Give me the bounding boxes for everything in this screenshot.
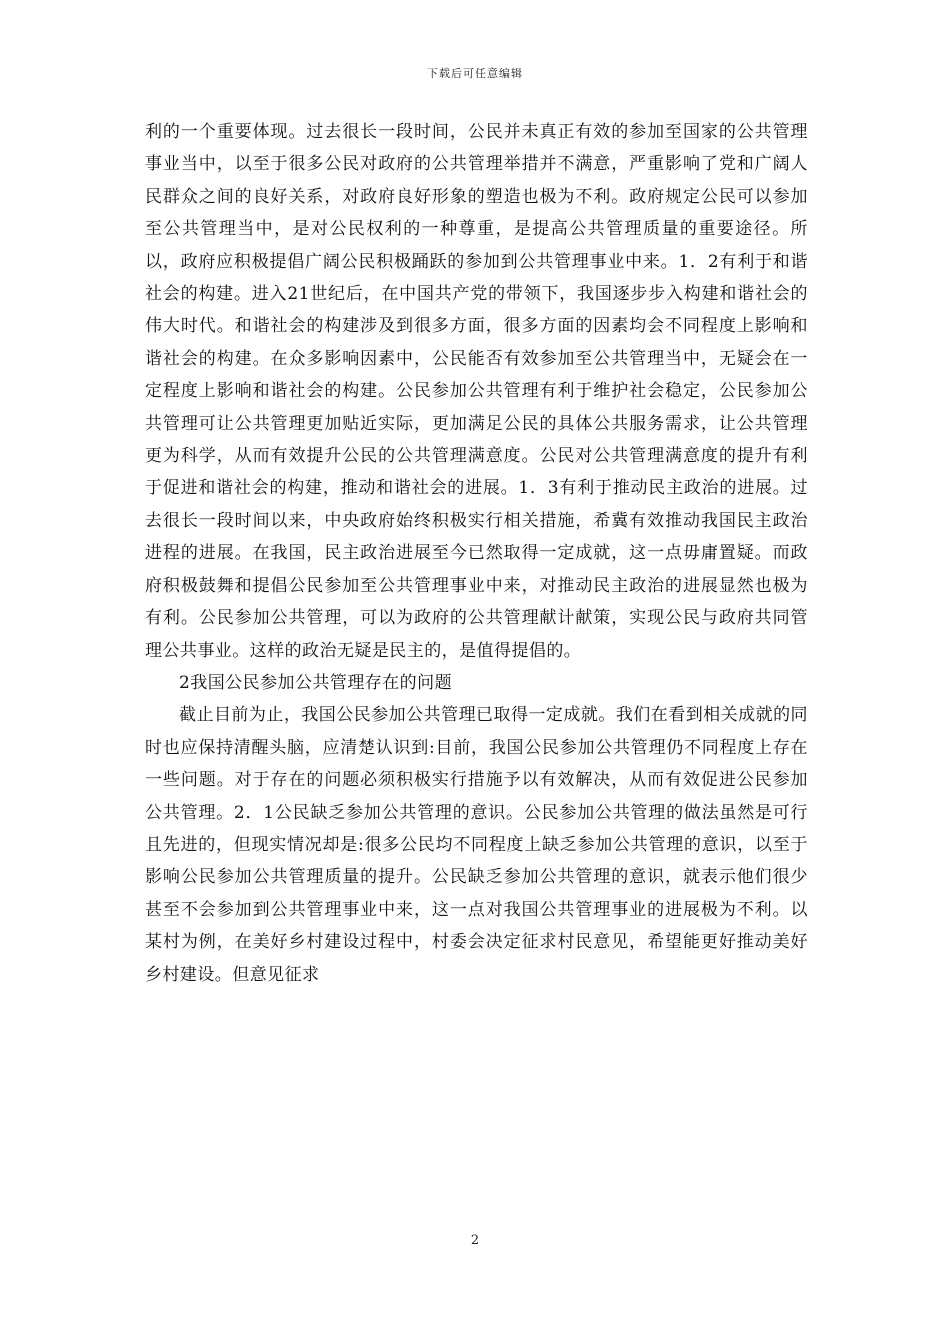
paragraph-section-intro: 截止目前为止，我国公民参加公共管理已取得一定成就。我们在看到相关成就的同时也应保持清醒头脑，应清楚认识到:目前，我国公民参加公共管理仍不同程度上存在一些问题。对于存在的问题必须积极实行措施予以有效解决，从而有效促进公民参加公共管理。2．1公民缺乏参加公共管理的意识。公民参加公共管理的做法虽然是可行且先进的，但现实情况却是:很多公民均不同程度上缺乏参加公共管理的意识，以至于影响公民参加公共管理质量的提升。公民缺乏参加公共管理的意识，就表示他们很少甚至不会参加到公共管理事业中来，这一点对我国公共管理事业的进展极为不利。以某村为例，在美好乡村建设过程中，村委会决定征求村民意见，希望能更好推动美好乡村建设。但意见征求: [145, 705, 808, 985]
paragraph-continuation: 利的一个重要体现。过去很长一段时间，公民并未真正有效的参加至国家的公共管理事业当中，以至于很多公民对政府的公共管理举措并不满意，严重影响了党和广阔人民群众之间的良好关系，对政府良好形象的塑造也极为不利。政府规定公民可以参加至公共管理当中，是对公民权利的一种尊重，是提高公共管理质量的重要途径。所以，政府应积极提倡广阔公民积极踊跃的参加到公共管理事业中来。1．2有利于和谐社会的构建。进入21世纪后，在中国共产党的带领下，我国逐步步入构建和谐社会的伟大时代。和谐社会的构建涉及到很多方面，很多方面的因素均会不同程度上影响和谐社会的构建。在众多影响因素中，公民能否有效参加至公共管理当中，无疑会在一定程度上影响和谐社会的构建。公民参加公共管理有利于维护社会稳定，公民参加公共管理可让公共管理更加贴近实际，更加满足公民的具体公共服务需求，让公共管理更为科学，从而有效提升公民的公共管理满意度。公民对公共管理满意度的提升有利于促进和谐社会的构建，推动和谐社会的进展。1．3有利于推动民主政治的进展。过去很长一段时间以来，中央政府始终积极实行相关措施，希冀有效推动我国民主政治进程的进展。在我国，民主政治进展至今已然取得一定成就，这一点毋庸置疑。而政府积极鼓舞和提倡公民参加至公共管理事业中来，对推动民主政治的进展显然也极为有利。公民参加公共管理，可以为政府的公共管理献计献策，实现公民与政府共同管理公共事业。这样的政治无疑是民主的，是值得提倡的。: [145, 122, 808, 661]
page-number: 2: [470, 1233, 480, 1248]
page-header: 下载后可任意编辑: [427, 67, 523, 80]
section-heading: 2我国公民参加公共管理存在的问题: [179, 672, 453, 693]
document-body: [145, 116, 808, 991]
